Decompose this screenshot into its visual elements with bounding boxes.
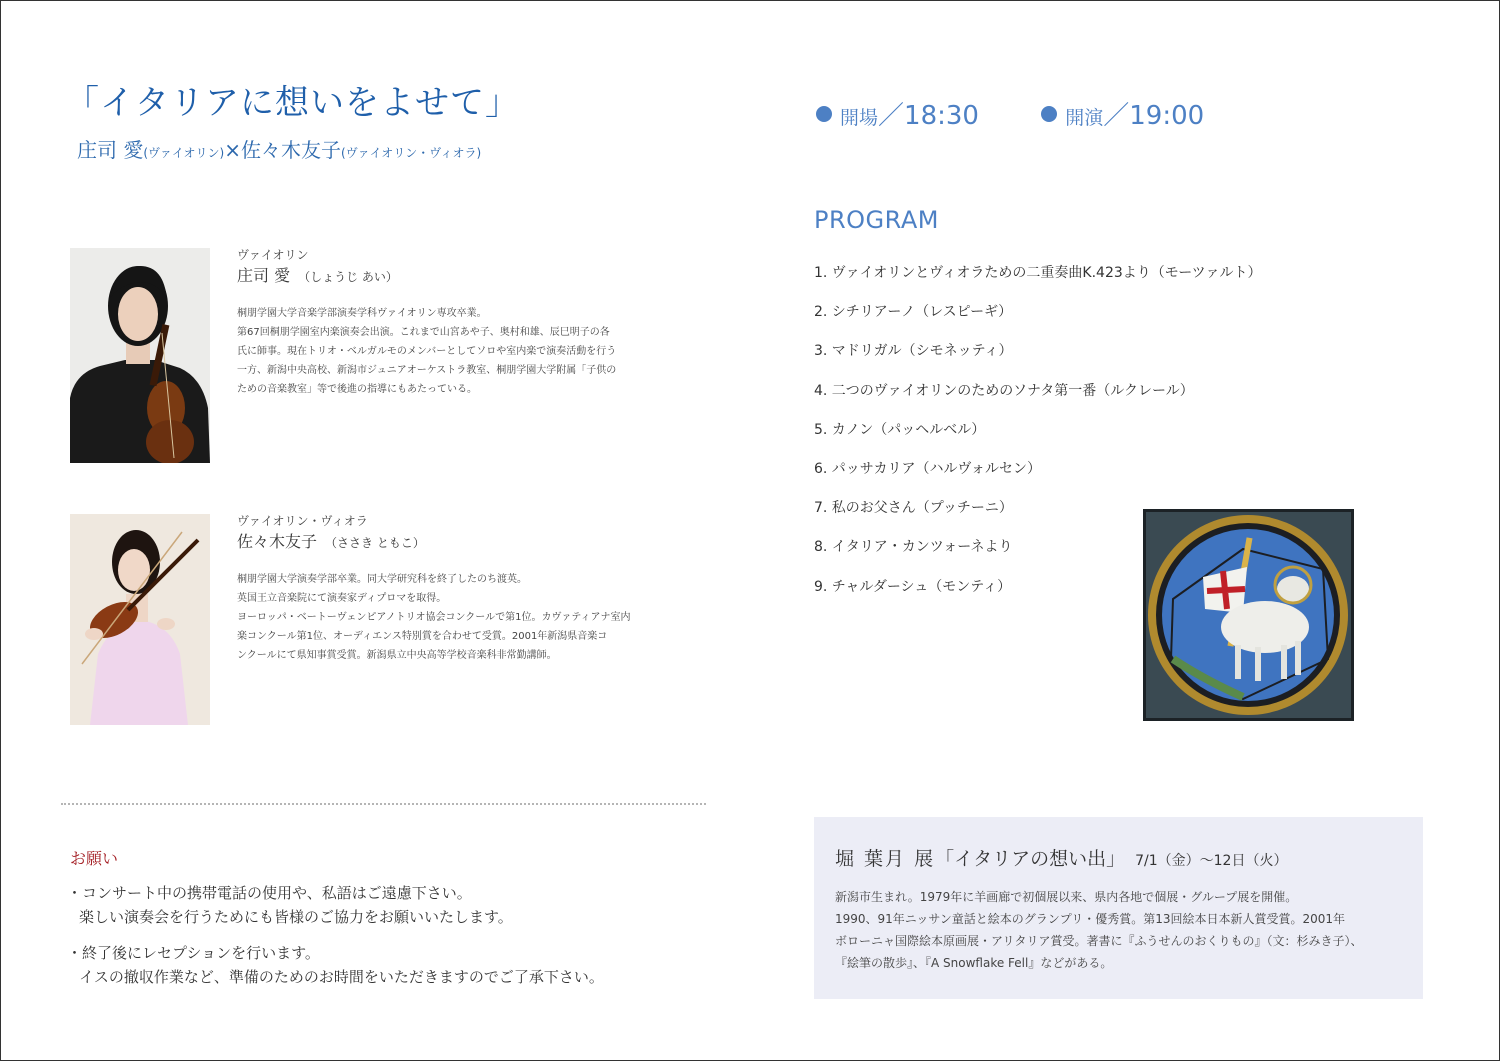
subtitle-performer1-instrument: (ヴァイオリン) xyxy=(143,146,225,160)
performer1-role: ヴァイオリン xyxy=(237,248,309,262)
exhibition-text-line: 『絵筆の散歩』、『A Snowflake Fell』などがある。 xyxy=(835,956,1113,970)
subtitle-performer2-name: 佐々木友子 xyxy=(241,138,342,162)
program-item: 6. パッサカリア（ハルヴォルセン） xyxy=(814,460,1041,477)
performer2-photo xyxy=(70,514,210,725)
program-item: 7. 私のお父さん（プッチーニ） xyxy=(814,500,1013,517)
program-item: 1. ヴァイオリンとヴィオラための二重奏曲K.423より（モーツァルト） xyxy=(814,265,1262,281)
performer2-bio xyxy=(237,514,687,665)
section-divider xyxy=(61,803,706,805)
bio-line: 氏に師事。現在トリオ・ベルガルモのメンバーとしてソロや室内楽で演奏活動を行う xyxy=(237,346,617,357)
performer1-photo xyxy=(70,248,210,463)
doors-open-label: 開場 xyxy=(840,107,879,129)
subtitle-cross: × xyxy=(224,138,242,162)
bio-line: 桐朋学園大学音楽学部演奏学科ヴァイオリン専攻卒業。 xyxy=(237,308,487,319)
performer1-reading: （しょうじ あい） xyxy=(298,270,398,284)
bio-line: 第67回桐朋学園室内楽演奏会出演。これまで山宮あや子、奥村和雄、辰巳明子の各 xyxy=(237,327,610,338)
show-start-separator: ／ xyxy=(1103,101,1130,131)
event-times xyxy=(816,95,1258,132)
request-item-line1: ・コンサート中の携帯電話の使用や、私語はご遠慮下さい。 xyxy=(67,884,472,902)
bullet-dot-icon xyxy=(1041,106,1057,122)
show-start-time xyxy=(1041,95,1204,132)
bio-line: 桐朋学園大学演奏学部卒業。同大学研究科を終了したのち渡英。 xyxy=(237,574,527,585)
request-heading: お願い xyxy=(70,849,119,868)
performer2-reading: （ささき ともこ） xyxy=(325,536,425,550)
performer2-name-text: 佐々木友子 xyxy=(237,532,318,551)
bio-line: ヨーロッパ・ベートーヴェンピアノトリオ協会コンクールで第1位。カヴァティアナ室内 xyxy=(237,612,631,623)
request-item xyxy=(67,941,604,989)
stained-glass-lamb-image xyxy=(1143,509,1354,721)
exhibition-text-line: 1990、91年ニッサン童話と絵本のグランプリ・優秀賞。第13回絵本日本新人賞受賞。2001年 xyxy=(835,912,1346,926)
request-item-line1: ・終了後にレセプションを行います。 xyxy=(67,944,320,962)
doors-open-value: 18:30 xyxy=(904,101,979,131)
exhibition-box xyxy=(814,817,1423,999)
doors-open-time xyxy=(816,95,979,132)
program-item: 8. イタリア・カンツォーネより xyxy=(814,539,1013,556)
request-item-line2: イスの撤収作業など、準備のためのお時間をいただきますのでご了承下さい。 xyxy=(79,968,604,986)
doors-open-separator: ／ xyxy=(878,101,905,131)
bio-line: ンクールにて県知事賞受賞。新潟県立中央高等学校音楽科非常勤講師。 xyxy=(237,650,557,661)
performer1-name-text: 庄司 愛 xyxy=(237,266,291,285)
show-start-value: 19:00 xyxy=(1129,101,1205,131)
exhibition-header xyxy=(835,844,1287,871)
bio-line: 楽コンクール第1位、オーディエンス特別賞を合わせて受賞。2001年新潟県音楽コ xyxy=(237,631,608,642)
bio-line: 一方、新潟中央高校、新潟市ジュニアオーケストラ教室、桐朋学園大学附属「子供の xyxy=(237,365,617,376)
program-item: 3. マドリガル（シモネッティ） xyxy=(814,343,1013,360)
performer1-bio xyxy=(237,248,687,399)
request-item-line2: 楽しい演奏会を行うためにも皆様のご協力をお願いいたします。 xyxy=(79,908,513,926)
performer2-bio-text xyxy=(237,570,687,665)
exhibition-text-line: ボローニャ国際絵本原画展・アリタリア賞受。著書に『ふうせんのおくりもの』（文：杉みき子）、 xyxy=(835,934,1363,948)
program-item: 2. シチリアーノ（レスピーギ） xyxy=(814,304,1013,321)
program-heading: PROGRAM xyxy=(814,206,939,234)
bio-line: 英国王立音楽院にて演奏家ディプロマを取得。 xyxy=(237,593,447,604)
show-start-label: 開演 xyxy=(1065,107,1104,129)
subtitle-performer1-name: 庄司 愛 xyxy=(77,138,144,162)
event-title: 「イタリアに想いをよせて」 xyxy=(65,83,520,123)
bio-line: ための音楽教室」等で後進の指導にもあたっている。 xyxy=(237,384,477,395)
exhibition-title: 「イタリアの想い出」 xyxy=(935,848,1126,870)
program-item: 4. 二つのヴァイオリンのためのソナタ第一番（ルクレール） xyxy=(814,382,1194,399)
subtitle-performer2-instrument: (ヴァイオリン・ヴィオラ) xyxy=(341,146,482,160)
exhibition-artist: 堀 葉月 展 xyxy=(835,848,936,870)
performer2-role: ヴァイオリン・ヴィオラ xyxy=(237,514,368,528)
program-item: 5. カノン（パッヘルベル） xyxy=(814,421,986,438)
request-list xyxy=(67,881,604,1001)
performer2-name xyxy=(237,532,687,553)
performer1-name xyxy=(237,266,687,287)
exhibition-text-line: 新潟市生まれ。1979年に羊画廊で初個展以来、県内各地で個展・グループ展を開催。 xyxy=(835,890,1298,904)
exhibition-dates: 7/1（金）〜12日（火） xyxy=(1135,853,1288,869)
program-item: 9. チャルダーシュ（モンティ） xyxy=(814,578,1012,595)
performers-subtitle xyxy=(77,134,481,163)
request-item xyxy=(67,881,604,929)
exhibition-text xyxy=(835,886,1410,974)
performer1-bio-text xyxy=(237,304,687,399)
bullet-dot-icon xyxy=(816,106,832,122)
